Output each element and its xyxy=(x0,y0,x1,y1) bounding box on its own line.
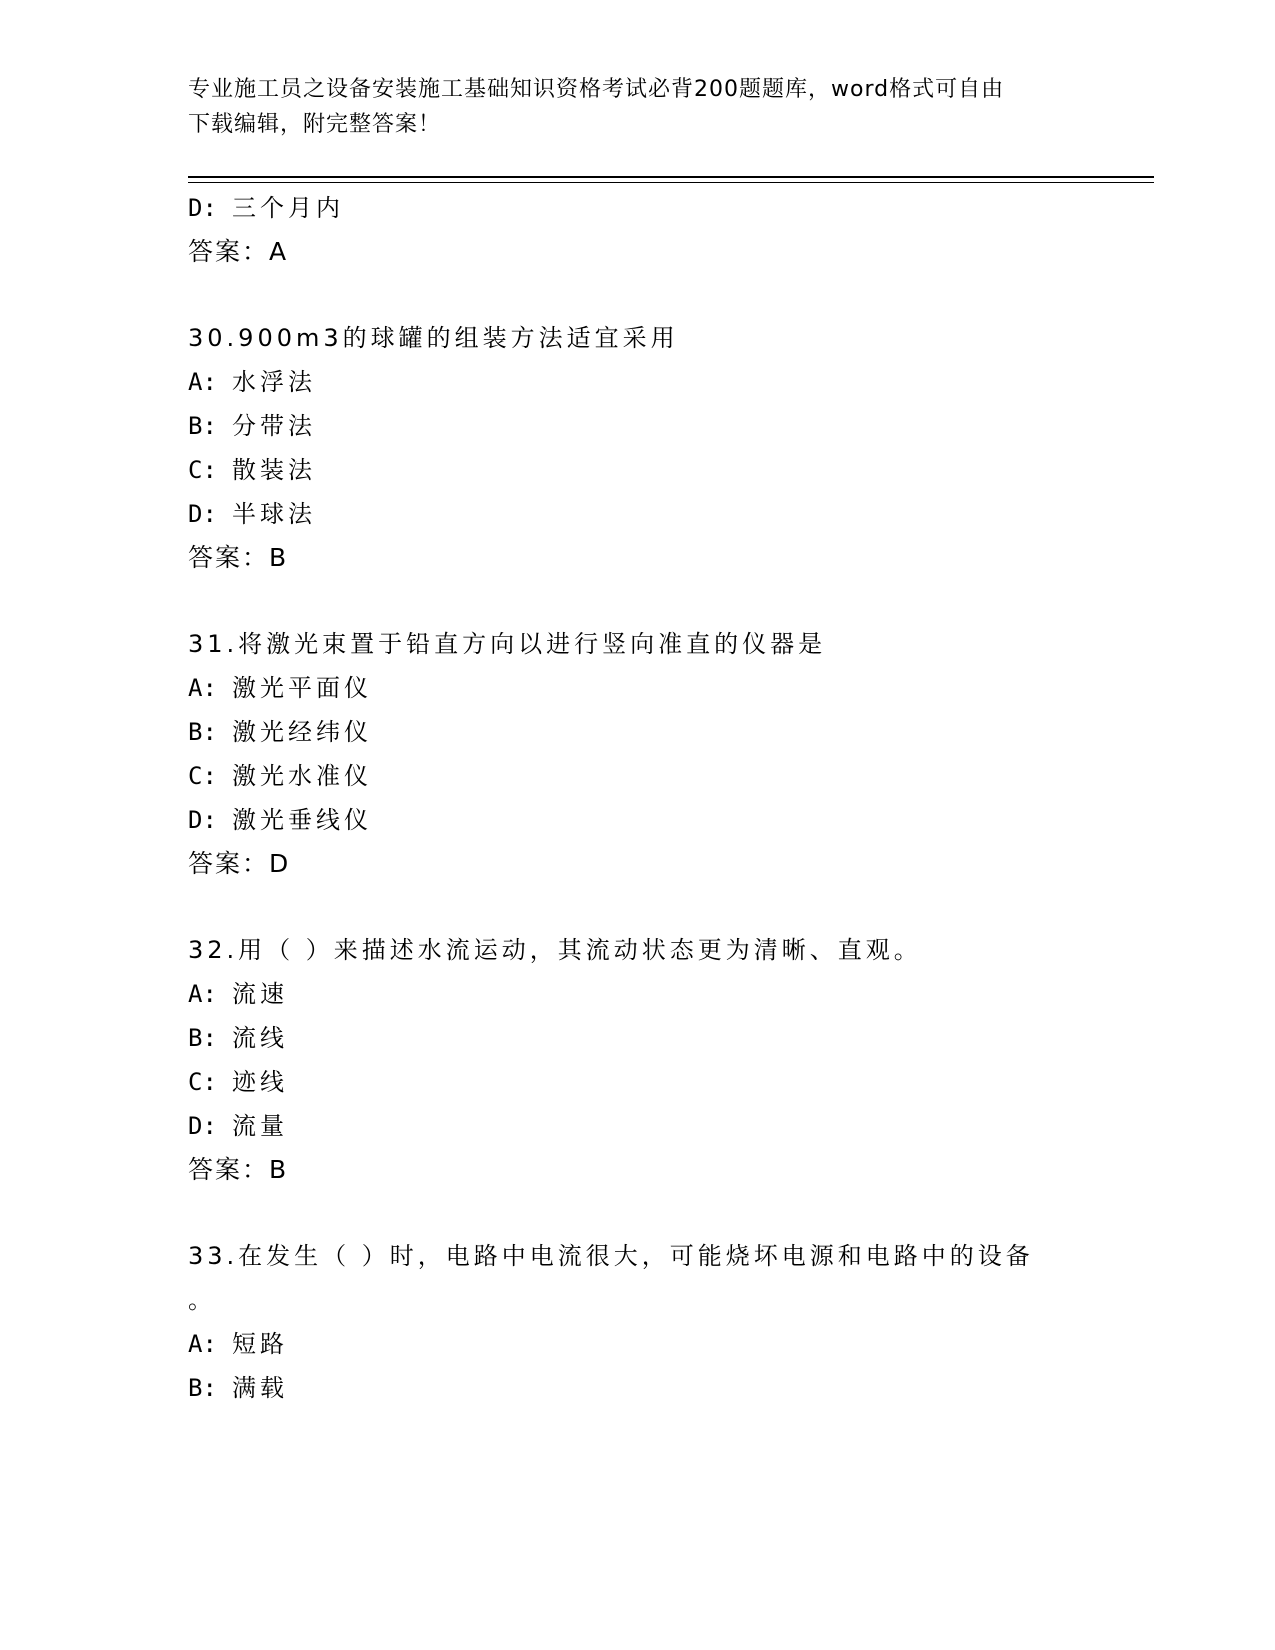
option-key: D: xyxy=(188,806,217,834)
question-32-option-c xyxy=(188,1066,288,1098)
question-32-stem: 32.用（ ）来描述水流运动，其流动状态更为清晰、直观。 xyxy=(188,936,922,964)
question-33-option-a xyxy=(188,1328,288,1360)
prev-option-d xyxy=(188,192,344,224)
option-text: 迹线 xyxy=(232,1068,288,1096)
question-31-option-b xyxy=(188,716,372,748)
question-30-option-a xyxy=(188,366,316,398)
option-key: B: xyxy=(188,1374,217,1402)
question-30-option-c xyxy=(188,454,316,486)
question-33-stem: 33.在发生（ ）时，电路中电流很大，可能烧坏电源和电路中的设备 xyxy=(188,1242,1034,1270)
option-key: C: xyxy=(188,456,217,484)
document-header xyxy=(188,72,1068,142)
option-key: B: xyxy=(188,718,217,746)
option-text: 激光经纬仪 xyxy=(232,718,372,746)
option-key: C: xyxy=(188,762,217,790)
option-text: 三个月内 xyxy=(232,194,344,222)
option-key: C: xyxy=(188,1068,217,1096)
question-30-option-d xyxy=(188,498,316,530)
option-text: 分带法 xyxy=(232,412,316,440)
option-text: 激光水准仪 xyxy=(232,762,372,790)
header-line-1: 专业施工员之设备安装施工基础知识资格考试必背200题题库，word格式可自由 xyxy=(188,77,1005,102)
option-text: 水浮法 xyxy=(232,368,316,396)
header-rule-thin xyxy=(188,182,1154,183)
question-32-option-b xyxy=(188,1022,288,1054)
option-text: 半球法 xyxy=(232,500,316,528)
option-key: A: xyxy=(188,674,217,702)
question-31-answer: 答案：D xyxy=(188,849,291,878)
header-line-2: 下载编辑，附完整答案！ xyxy=(188,112,442,137)
option-text: 激光垂线仪 xyxy=(232,806,372,834)
option-key: D: xyxy=(188,1112,217,1140)
option-text: 流线 xyxy=(232,1024,288,1052)
question-30-answer: 答案：B xyxy=(188,543,289,572)
option-text: 流速 xyxy=(232,980,288,1008)
question-32-option-d xyxy=(188,1110,288,1142)
option-text: 激光平面仪 xyxy=(232,674,372,702)
question-31-option-d xyxy=(188,804,372,836)
option-text: 短路 xyxy=(232,1330,288,1358)
question-32-answer: 答案：B xyxy=(188,1155,289,1184)
option-key: A: xyxy=(188,368,217,396)
option-key: A: xyxy=(188,980,217,1008)
option-text: 散装法 xyxy=(232,456,316,484)
option-text: 流量 xyxy=(232,1112,288,1140)
option-key: B: xyxy=(188,1024,217,1052)
option-key: D: xyxy=(188,500,217,528)
header-rule-thick xyxy=(188,176,1154,178)
question-31-option-a xyxy=(188,672,372,704)
question-32-option-a xyxy=(188,978,288,1010)
question-31-option-c xyxy=(188,760,372,792)
option-key: B: xyxy=(188,412,217,440)
question-30-stem: 30.900m3的球罐的组装方法适宜采用 xyxy=(188,324,679,352)
prev-answer: 答案：A xyxy=(188,237,289,266)
question-33-stem-continued: 。 xyxy=(188,1286,216,1314)
question-31-stem: 31.将激光束置于铅直方向以进行竖向准直的仪器是 xyxy=(188,630,827,658)
question-33-option-b xyxy=(188,1372,288,1404)
question-30-option-b xyxy=(188,410,316,442)
option-key: A: xyxy=(188,1330,217,1358)
option-key: D: xyxy=(188,194,217,222)
option-text: 满载 xyxy=(232,1374,288,1402)
